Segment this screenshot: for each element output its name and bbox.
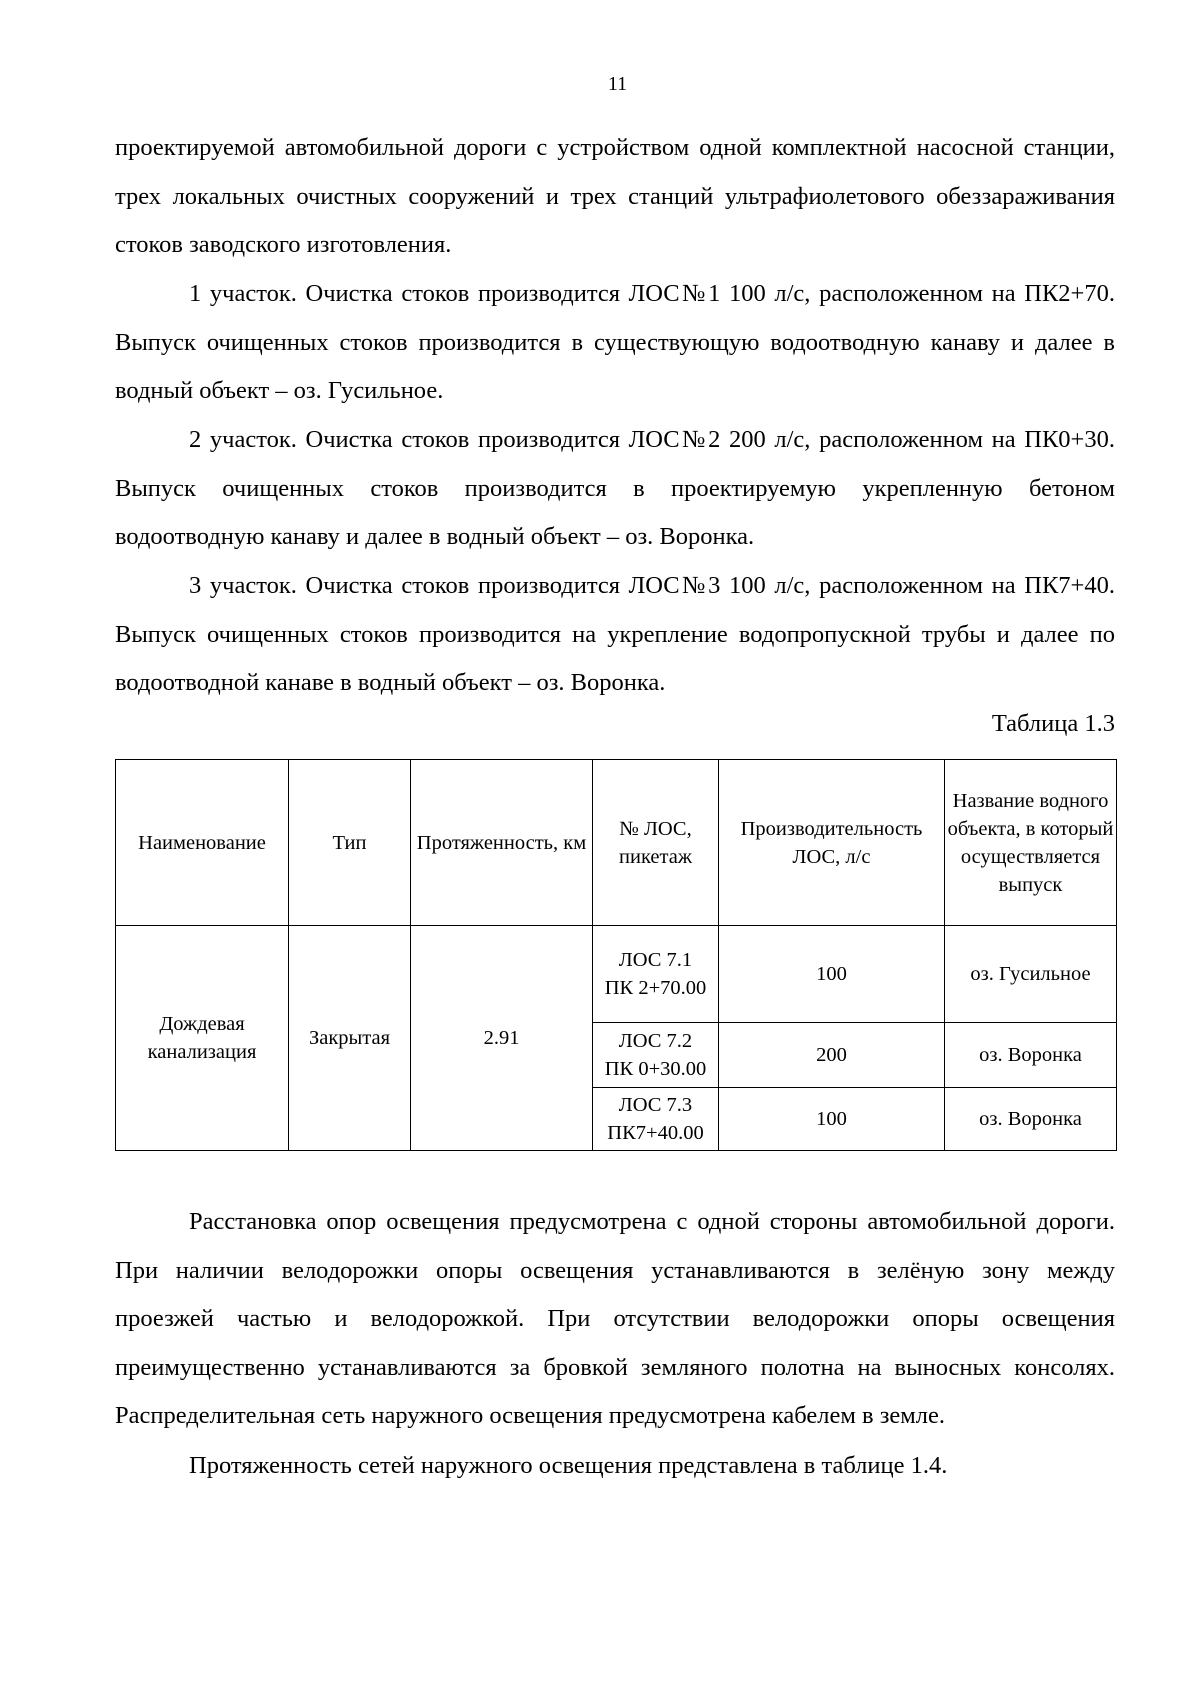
cell-capacity: 100: [719, 926, 945, 1023]
cell-picket: ПК 2+70.00: [604, 977, 707, 999]
header-name: Наименование: [116, 760, 289, 926]
cell-los-picket: [593, 1023, 719, 1088]
page-number: 11: [607, 73, 628, 95]
cell-los: ЛОС 7.1: [618, 949, 693, 971]
cell-picket: ПК7+40.00: [607, 1122, 704, 1144]
cell-length: 2.91: [411, 926, 593, 1151]
paragraph-lighting-reference: Протяженность сетей наружного освещения представлена в таблице 1.4.: [189, 1452, 948, 1479]
header-length: Протяженность, км: [411, 760, 593, 926]
cell-water-body: оз. Гусильное: [945, 926, 1117, 1023]
cell-los: ЛОС 7.2: [618, 1030, 693, 1052]
paragraph-section-2: 2 участок. Очистка стоков производится ЛОС№2 200 л/с, расположенном на ПК0+30. Выпуск очищенных стоков производится в проектируемую укрепленную бетоном водоотводную канаву и далее в водный объект – оз. Воронка.: [115, 426, 1115, 550]
header-los-picket: № ЛОС, пикетаж: [593, 760, 719, 926]
paragraph-intro-continuation: проектируемой автомобильной дороги с устройством одной комплектной насосной станции, трех локальных очистных сооружений и трех станций ультрафиолетового обеззараживания стоков заводского изготовления.: [115, 134, 1115, 258]
cell-water-body: оз. Воронка: [945, 1023, 1117, 1088]
treatment-facilities-table: [115, 759, 1117, 1151]
paragraph-section-1: 1 участок. Очистка стоков производится ЛОС№1 100 л/с, расположенном на ПК2+70. Выпуск очищенных стоков производится в существующую водоотводную канаву и далее в водный объект – оз. Гусильное.: [115, 280, 1115, 404]
cell-los-picket: [593, 1088, 719, 1151]
cell-name: Дождевая канализация: [116, 926, 289, 1151]
cell-type: Закрытая: [289, 926, 411, 1151]
cell-los: ЛОС 7.3: [618, 1094, 693, 1116]
header-water-body: Название водного объекта, в который осуществляется выпуск: [945, 760, 1117, 926]
table-header-row: [116, 760, 1117, 926]
cell-water-body: оз. Воронка: [945, 1088, 1117, 1151]
cell-los-picket: [593, 926, 719, 1023]
cell-picket: ПК 0+30.00: [604, 1058, 707, 1080]
table-row: [116, 926, 1117, 1023]
cell-capacity: 100: [719, 1088, 945, 1151]
header-type: Тип: [289, 760, 411, 926]
paragraph-section-3: 3 участок. Очистка стоков производится ЛОС№3 100 л/с, расположенном на ПК7+40. Выпуск очищенных стоков производится на укрепление водопропускной трубы и далее по водоотводной канаве в водный объект – оз. Воронка.: [115, 572, 1115, 696]
paragraph-lighting: Расстановка опор освещения предусмотрена с одной стороны автомобильной дороги. При наличии велодорожки опоры освещения устанавливаются в зелёную зону между проезжей частью и велодорожкой. При отсутствии велодорожки опоры освещения преимущественно устанавливаются за бровкой земляного полотна на выносных консолях. Распределительная сеть наружного освещения предусмотрена кабелем в земле.: [115, 1208, 1115, 1429]
table-caption: Таблица 1.3: [991, 710, 1115, 737]
cell-capacity: 200: [719, 1023, 945, 1088]
header-capacity: Производительность ЛОС, л/с: [719, 760, 945, 926]
